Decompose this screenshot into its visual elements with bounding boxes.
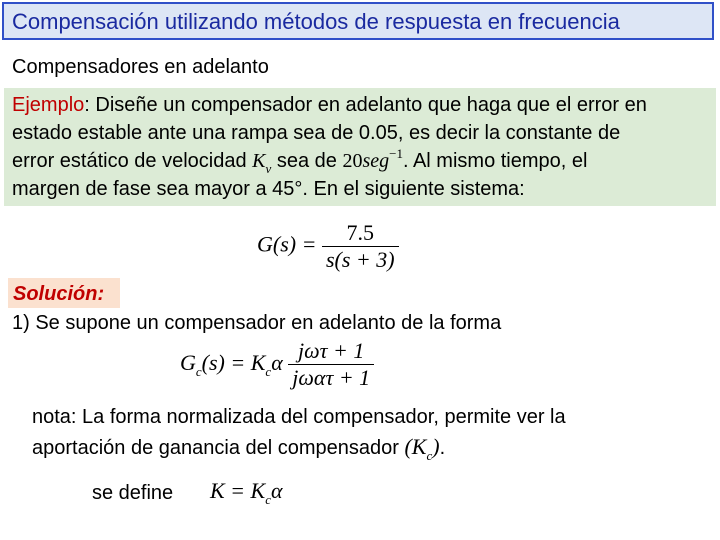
example-line-4: margen de fase sea mayor a 45°. En el siguiente sistema: xyxy=(12,178,525,200)
plant-equation xyxy=(257,220,399,273)
example-line-3-a: error estático de velocidad xyxy=(12,150,253,172)
example-line-2-a: estado estable ante una rampa sea de xyxy=(12,122,359,144)
error-value: 0.05 xyxy=(358,122,398,144)
section-subtitle: Compensadores en adelanto xyxy=(12,56,269,78)
kv-symbol: $K_v$ xyxy=(252,150,272,176)
example-box xyxy=(4,88,716,206)
plant-fraction xyxy=(322,220,399,273)
example-line-3 xyxy=(12,146,588,176)
example-line-2 xyxy=(12,122,620,145)
example-line-1 xyxy=(12,94,647,117)
solution-step-1: 1) Se supone un compensador en adelanto de la forma xyxy=(12,312,502,334)
note-line-2-text: aportación de ganancia del compensador xyxy=(32,437,405,459)
plant-numerator: 7.5 xyxy=(346,220,375,245)
solution-label: Solución: xyxy=(13,283,105,305)
plant-lhs: G(s) = xyxy=(257,231,317,257)
definition-text: se define xyxy=(92,482,174,504)
gain-expression: $(K_c)$ xyxy=(404,434,440,463)
plant-denominator: s(s + 3) xyxy=(322,246,399,273)
example-line-3-b: sea de xyxy=(271,150,343,172)
example-label: Ejemplo xyxy=(12,94,85,116)
slide-title: Compensación utilizando métodos de respuesta en frecuencia xyxy=(12,9,620,34)
kv-value: 20seg$^{-1}$ xyxy=(342,146,403,172)
title-bar xyxy=(2,2,714,40)
compensator-numerator: jωτ + 1 xyxy=(298,338,365,363)
example-line-2-b: , es decir la constante de xyxy=(397,122,621,144)
gain-definition: $K = K_c\alpha$ xyxy=(210,478,283,507)
note-line-2: aportación de ganancia del compensador $(K_c)$. xyxy=(32,434,446,463)
example-line-3-c: . Al mismo tiempo, el xyxy=(402,150,588,172)
compensator-lhs: $G_c(s) = K_c\alpha$ xyxy=(180,349,283,379)
compensator-denominator: jωατ + 1 xyxy=(288,364,374,391)
compensator-equation xyxy=(180,338,374,391)
compensator-fraction xyxy=(288,338,374,391)
example-line-1-text: : Diseñe un compensador en adelanto que haga que el error en xyxy=(84,94,647,116)
note-line-1: nota: La forma normalizada del compensador, permite ver la xyxy=(32,406,566,428)
